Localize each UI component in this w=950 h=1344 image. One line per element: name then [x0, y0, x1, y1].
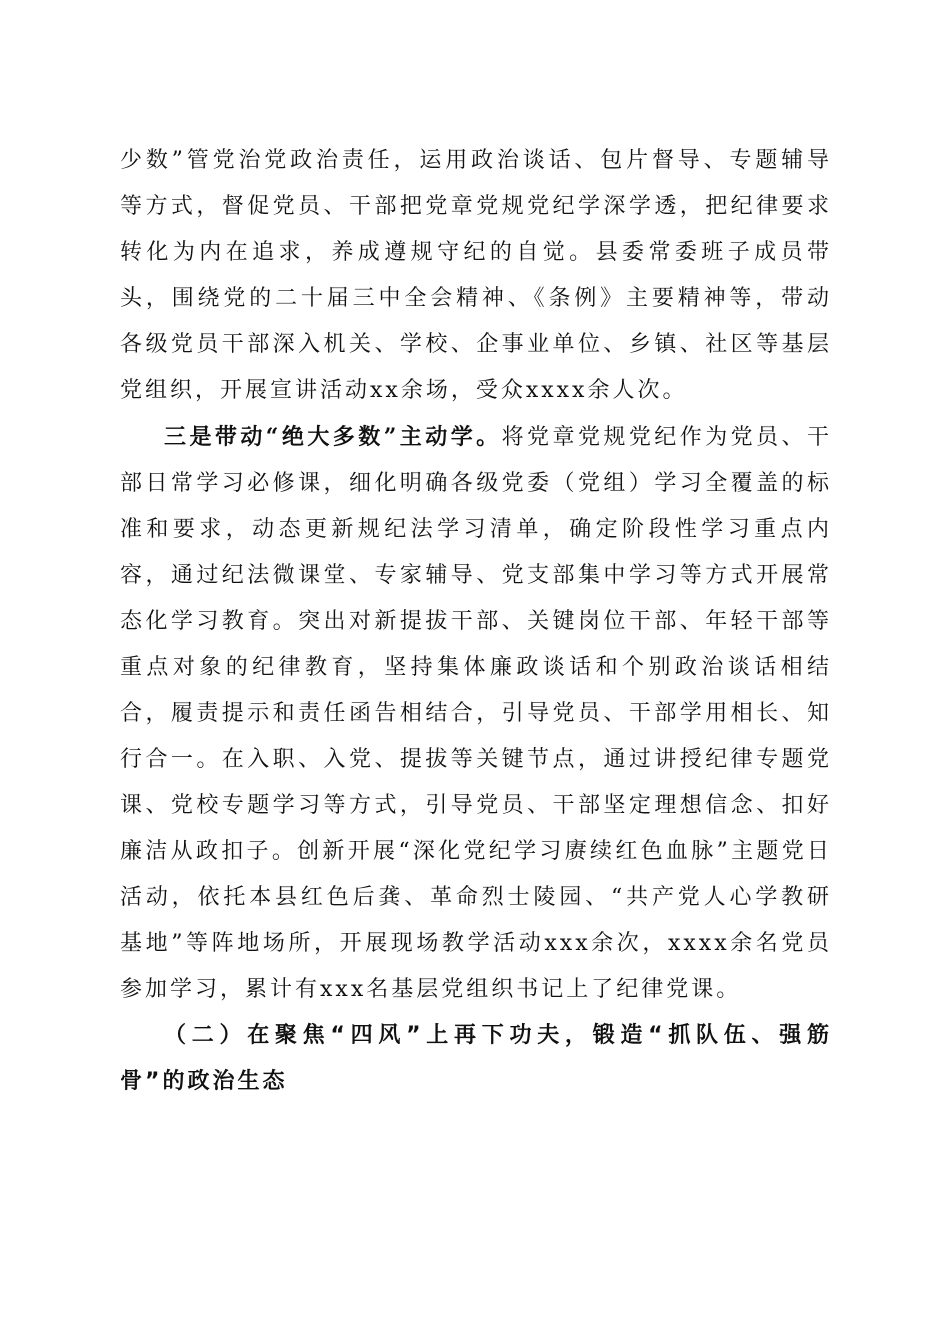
document-body [120, 138, 832, 1105]
paragraph-lead: 三是带动“绝大多数”主动学。 [164, 424, 502, 450]
section-heading-text: （二）在聚焦“四风”上再下功夫，锻造“抓队伍、强筋骨”的政治生态 [120, 1023, 832, 1094]
paragraph-continuation [120, 138, 832, 414]
paragraph-text: 少数”管党治党政治责任，运用政治谈话、包片督导、专题辅导等方式，督促党员、干部把党章党规党纪学深学透，把纪律要求转化为内在追求，养成遵规守纪的自觉。县委常委班子成员带头，围绕党的二十届三中全会精神、《条例》主要精神等，带动各级党员干部深入机关、学校、企事业单位、乡镇、社区等基层党组织，开展宣讲活动xx余场，受众xxxx余人次。 [120, 148, 832, 403]
paragraph-text: 将党章党规党纪作为党员、干部日常学习必修课，细化明确各级党委（党组）学习全覆盖的标准和要求，动态更新规纪法学习清单，确定阶段性学习重点内容，通过纪法微课堂、专家辅导、党支部集中学习等方式开展常态化学习教育。突出对新提拔干部、关键岗位干部、年轻干部等重点对象的纪律教育，坚持集体廉政谈话和个别政治谈话相结合，履责提示和责任函告相结合，引导党员、干部学用相长、知行合一。在入职、入党、提拔等关键节点，通过讲授纪律专题党课、党校专题学习等方式，引导党员、干部坚定理想信念、扣好廉洁从政扣子。创新开展“深化党纪学习赓续红色血脉”主题党日活动，依托本县红色后龚、革命烈士陵园、“共产党人心学教研基地”等阵地场所，开展现场教学活动xxx余次，xxxx余名党员参加学习，累计有xxx名基层党组织书记上了纪律党课。 [120, 425, 832, 1002]
paragraph-three-is [120, 414, 832, 1013]
section-heading [120, 1013, 832, 1105]
